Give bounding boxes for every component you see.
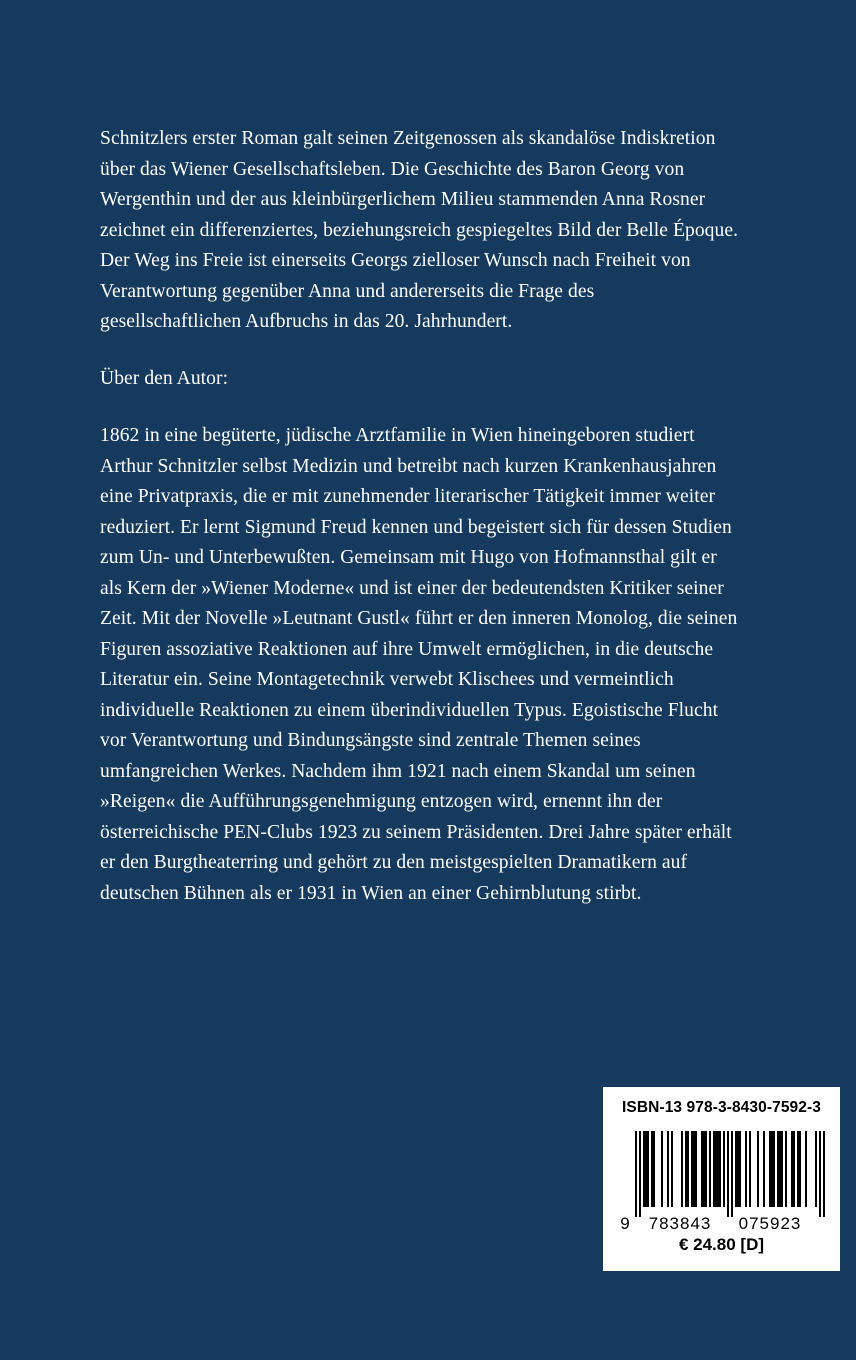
bio-line: Literatur ein. Seine Montagetechnik verwebt Klischees und vermeintlich [100, 669, 674, 690]
barcode-bar [703, 1131, 705, 1207]
bio-line: zum Un- und Unterbewußten. Gemeinsam mit Hugo von Hofmannsthal gilt er [100, 547, 717, 568]
barcode-bar [791, 1131, 793, 1207]
barcode-bar [781, 1131, 783, 1207]
blurb-line: Der Weg ins Freie ist einerseits Georgs zielloser Wunsch nach Freiheit von [100, 250, 691, 271]
bio-line: Arthur Schnitzler selbst Medizin und betreibt nach kurzen Krankenhausjahren [100, 455, 717, 477]
barcode-bar [701, 1131, 703, 1207]
blurb-line: über das Wiener Gesellschaftsleben. Die Geschichte des Baron Georg von [100, 158, 685, 180]
blurb-line: Wergenthin und der aus kleinbürgerlichem Milieu stammenden Anna Rosner [100, 189, 706, 210]
bio-line: er den Burgtheaterring und gehört zu den meistgespielten Dramatikern auf [100, 852, 688, 873]
bio-line: reduziert. Er lernt Sigmund Freud kennen und begeistert sich für dessen Studien [100, 516, 732, 538]
blurb-line: gesellschaftlichen Aufbruchs in das 20. Jahrhundert. [100, 311, 513, 332]
barcode-bar [687, 1131, 689, 1207]
isbn-label: ISBN-13 978-3-8430-7592-3 [622, 1099, 821, 1116]
blurb-line: Schnitzlers erster Roman galt seinen Zeitgenossen als skandalöse Indiskretion [100, 128, 716, 149]
barcode-bar [723, 1131, 725, 1207]
barcode-bar [805, 1131, 807, 1207]
barcode-bar [647, 1131, 649, 1207]
bio-line: eine Privatpraxis, die er mit zunehmender literarischer Tätigkeit immer weiter [100, 486, 716, 507]
bio-line: 1862 in eine begüterte, jüdische Arztfamilie in Wien hineingeboren studiert [100, 425, 695, 446]
barcode-bar [661, 1131, 663, 1207]
bio-line: als Kern der »Wiener Moderne« und ist einer der bedeutendsten Kritiker seiner [100, 577, 724, 599]
barcode-guard-bar [639, 1131, 641, 1217]
barcode-bar [797, 1131, 799, 1207]
barcode-bar [695, 1131, 697, 1207]
blurb-line: zeichnet ein differenziertes, beziehungsreich gespiegeltes Bild der Belle Époque. [100, 219, 739, 241]
bio-line: vor Verantwortung und Bindungsängste sind zentrale Themen seines [100, 730, 641, 751]
barcode-bar [719, 1131, 721, 1207]
bio-line: Zeit. Mit der Novelle »Leutnant Gustl« führt er den inneren Monolog, die seinen [100, 608, 738, 629]
barcode-bar [737, 1131, 739, 1207]
barcode-bar [645, 1131, 647, 1207]
barcode-bar [745, 1131, 747, 1207]
barcode-bar [715, 1131, 717, 1207]
bio-line: individuelle Reaktionen zu einem überindividuellen Typus. Egoistische Flucht [100, 699, 719, 721]
barcode-bar [681, 1131, 683, 1207]
bio-line: »Reigen« die Aufführungsgenehmigung entzogen wird, ernennt ihn der [100, 791, 663, 812]
barcode-bar [671, 1131, 673, 1207]
barcode-bar [739, 1131, 741, 1207]
barcode-bar [749, 1131, 751, 1207]
blurb-intro-paragraph [100, 124, 800, 338]
barcode-bar [735, 1131, 737, 1207]
barcode-guard-bar [819, 1131, 821, 1217]
barcode-bar [771, 1131, 773, 1207]
ean13-barcode [617, 1131, 827, 1233]
barcode-bar [815, 1131, 817, 1207]
barcode-bar [717, 1131, 719, 1207]
author-bio-paragraph [100, 421, 800, 909]
barcode-bar [643, 1131, 645, 1207]
barcode-bars [635, 1131, 825, 1217]
barcode-bar [693, 1131, 695, 1207]
barcode-bar [779, 1131, 781, 1207]
barcode-bar [793, 1131, 795, 1207]
barcode-bar [763, 1131, 765, 1207]
blurb-line: Verantwortung gegenüber Anna und andererseits die Frage des [100, 280, 595, 302]
barcode-bar [651, 1131, 653, 1207]
barcode-bar [709, 1131, 711, 1207]
barcode-bar [773, 1131, 775, 1207]
barcode-digits-right: 075923 [738, 1214, 802, 1233]
barcode-guard-bar [731, 1131, 733, 1217]
barcode-bar [691, 1131, 693, 1207]
barcode-bar [777, 1131, 779, 1207]
barcode-bar [713, 1131, 715, 1207]
bio-line: deutschen Bühnen als er 1931 in Wien an einer Gehirnblutung stirbt. [100, 882, 642, 904]
barcode-bar [667, 1131, 669, 1207]
barcode-bar [799, 1131, 801, 1207]
bio-line: umfangreichen Werkes. Nachdem ihm 1921 nach einem Skandal um seinen [100, 760, 696, 782]
barcode-digit-lead: 9 [620, 1214, 630, 1233]
barcode-bar [653, 1131, 655, 1207]
barcode-bar [685, 1131, 687, 1207]
barcode-guard-bar [635, 1131, 637, 1217]
bio-line: österreichische PEN-Clubs 1923 zu seinem Präsidenten. Drei Jahre später erhält [100, 821, 732, 843]
barcode-bar [757, 1131, 759, 1207]
barcode-bar [769, 1131, 771, 1207]
barcode-digits-left: 783843 [648, 1214, 712, 1233]
price-label: € 24.80 [D] [678, 1235, 765, 1254]
barcode-bar [705, 1131, 707, 1207]
barcode-bar [785, 1131, 787, 1207]
isbn-barcode-panel [603, 1087, 840, 1271]
author-heading: Über den Autor: [100, 368, 229, 389]
bio-line: Figuren assoziative Reaktionen auf ihre Umwelt ermöglichen, in die deutsche [100, 638, 714, 660]
barcode-guard-bar [727, 1131, 729, 1217]
barcode-guard-bar [823, 1131, 825, 1217]
